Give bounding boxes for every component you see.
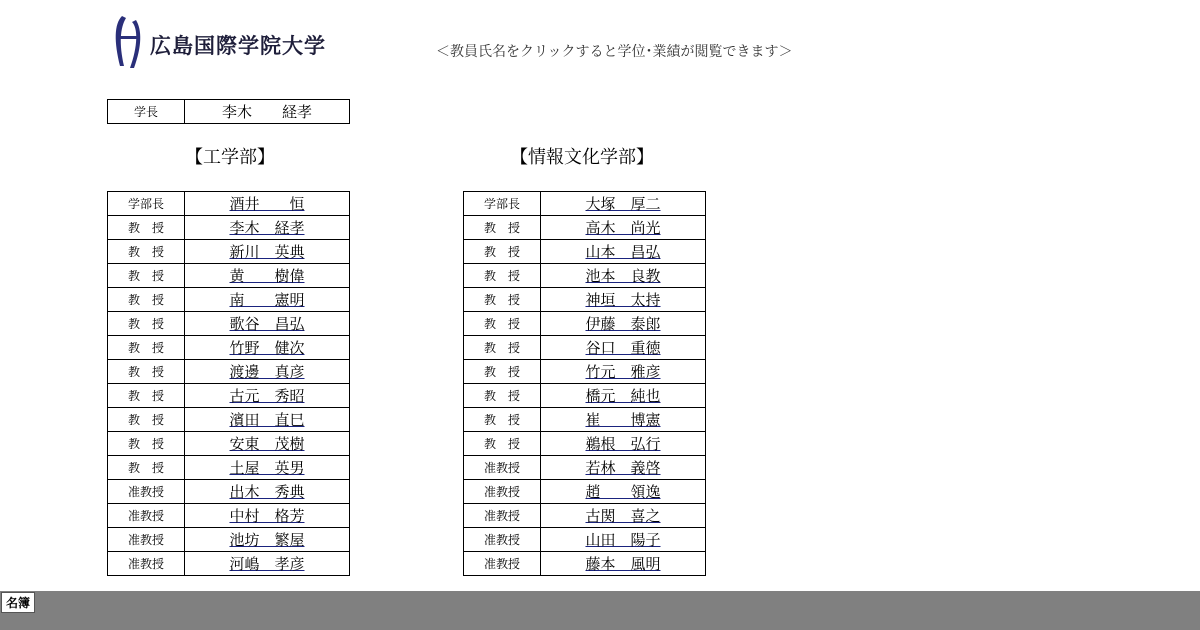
table-row (464, 216, 706, 240)
faculty-title: 准教授 (464, 504, 541, 528)
engineering-department-heading: 【工学部】 (185, 147, 275, 168)
table-row (108, 456, 350, 480)
faculty-title: 准教授 (464, 528, 541, 552)
table-row (108, 480, 350, 504)
bottom-sheet-bar (0, 591, 1200, 630)
table-row (464, 192, 706, 216)
faculty-name-link[interactable]: 古元 秀昭 (229, 387, 305, 405)
table-row (108, 216, 350, 240)
faculty-name-link[interactable]: 谷口 重徳 (585, 339, 661, 357)
faculty-name-link[interactable]: 若林 義啓 (585, 459, 661, 477)
faculty-title: 教 授 (108, 312, 185, 336)
faculty-title: 教 授 (108, 456, 185, 480)
table-row (108, 528, 350, 552)
table-row (464, 504, 706, 528)
table-row (464, 480, 706, 504)
faculty-title: 教 授 (108, 240, 185, 264)
faculty-title: 教 授 (108, 264, 185, 288)
faculty-title: 学部長 (108, 192, 185, 216)
faculty-name-link[interactable]: 濱田 直巳 (229, 411, 305, 429)
table-row (108, 264, 350, 288)
table-row (108, 288, 350, 312)
table-row (464, 528, 706, 552)
information-culture-department-heading: 【情報文化学部】 (510, 147, 654, 168)
faculty-name-link[interactable]: 竹元 雅彦 (585, 363, 661, 381)
faculty-title: 教 授 (108, 216, 185, 240)
faculty-title: 准教授 (108, 528, 185, 552)
faculty-title: 教 授 (108, 408, 185, 432)
faculty-title: 教 授 (464, 408, 541, 432)
faculty-name-link[interactable]: 古関 喜之 (585, 507, 661, 525)
faculty-title: 准教授 (464, 552, 541, 576)
faculty-name-link[interactable]: 伊藤 泰郎 (585, 315, 661, 333)
faculty-title: 准教授 (464, 480, 541, 504)
table-row (108, 408, 350, 432)
faculty-name-link[interactable]: 河嶋 孝彦 (229, 555, 305, 573)
faculty-name-link[interactable]: 神垣 太持 (585, 291, 661, 309)
faculty-name-link[interactable]: 山本 昌弘 (585, 243, 661, 261)
table-row (464, 336, 706, 360)
faculty-name-link[interactable]: 大塚 厚二 (585, 195, 661, 213)
faculty-title: 教 授 (108, 432, 185, 456)
faculty-title: 教 授 (464, 264, 541, 288)
university-logo (108, 12, 334, 70)
table-row (464, 456, 706, 480)
faculty-title: 准教授 (108, 552, 185, 576)
table-row (108, 384, 350, 408)
faculty-name-link[interactable]: 崔 博憲 (585, 411, 661, 429)
faculty-title: 教 授 (464, 336, 541, 360)
table-row (464, 264, 706, 288)
faculty-title: 准教授 (108, 504, 185, 528)
faculty-name-link[interactable]: 藤本 風明 (585, 555, 661, 573)
table-row (108, 504, 350, 528)
table-row (108, 192, 350, 216)
table-row (108, 552, 350, 576)
faculty-title: 教 授 (464, 432, 541, 456)
faculty-name-link[interactable]: 池本 良教 (585, 267, 661, 285)
faculty-title: 教 授 (464, 312, 541, 336)
faculty-name-link[interactable]: 竹野 健次 (229, 339, 305, 357)
faculty-name-link[interactable]: 酒井 恒 (229, 195, 305, 213)
faculty-title: 教 授 (108, 384, 185, 408)
faculty-name-link[interactable]: 橋元 純也 (585, 387, 661, 405)
table-row (108, 240, 350, 264)
faculty-title: 准教授 (464, 456, 541, 480)
table-row (464, 552, 706, 576)
faculty-name-link[interactable]: 歌谷 昌弘 (229, 315, 305, 333)
faculty-title: 准教授 (108, 480, 185, 504)
table-row (108, 100, 350, 124)
table-row (464, 408, 706, 432)
faculty-name-link[interactable]: 新川 英典 (229, 243, 305, 261)
table-row (108, 432, 350, 456)
faculty-title: 教 授 (108, 360, 185, 384)
faculty-title: 教 授 (108, 288, 185, 312)
faculty-name-link[interactable]: 渡邊 真彦 (229, 363, 305, 381)
table-row (108, 336, 350, 360)
faculty-title: 教 授 (464, 360, 541, 384)
faculty-title: 学部長 (464, 192, 541, 216)
faculty-name-link[interactable]: 趙 領逸 (585, 483, 661, 501)
faculty-name-link[interactable]: 南 憲明 (229, 291, 305, 309)
sheet-tab-directory[interactable]: 名簿 (1, 592, 35, 613)
university-emblem-icon (108, 12, 148, 70)
table-row (464, 384, 706, 408)
faculty-title: 教 授 (464, 288, 541, 312)
table-row (464, 240, 706, 264)
table-row (464, 312, 706, 336)
faculty-name-link[interactable]: 黄 樹偉 (229, 267, 305, 285)
faculty-name-link[interactable]: 鵜根 弘行 (585, 435, 661, 453)
faculty-name-link[interactable]: 土屋 英男 (229, 459, 305, 477)
faculty-name-link[interactable]: 安東 茂樹 (229, 435, 305, 453)
faculty-name-link[interactable]: 中村 格芳 (229, 507, 305, 525)
faculty-name-link[interactable]: 李木 経孝 (229, 219, 305, 237)
faculty-name-link[interactable]: 山田 陽子 (585, 531, 661, 549)
faculty-name-link[interactable]: 高木 尚光 (585, 219, 661, 237)
president-title: 学長 (108, 100, 185, 124)
table-row (108, 360, 350, 384)
faculty-title: 教 授 (464, 384, 541, 408)
university-name: 広島国際学院大学 (150, 34, 326, 58)
table-row (464, 288, 706, 312)
president-table (107, 99, 350, 124)
engineering-faculty-table (107, 191, 350, 576)
faculty-name-link[interactable]: 池坊 繁屋 (229, 531, 305, 549)
table-row (108, 312, 350, 336)
faculty-title: 教 授 (464, 216, 541, 240)
information-culture-faculty-table (463, 191, 706, 576)
faculty-title: 教 授 (108, 336, 185, 360)
faculty-name-link[interactable]: 出木 秀典 (229, 483, 305, 501)
table-row (464, 432, 706, 456)
president-name: 李木 経孝 (221, 103, 312, 121)
faculty-title: 教 授 (464, 240, 541, 264)
table-row (464, 360, 706, 384)
click-instruction-text: ＜教員氏名をクリックすると学位･業績が閲覧できます＞ (436, 44, 793, 60)
